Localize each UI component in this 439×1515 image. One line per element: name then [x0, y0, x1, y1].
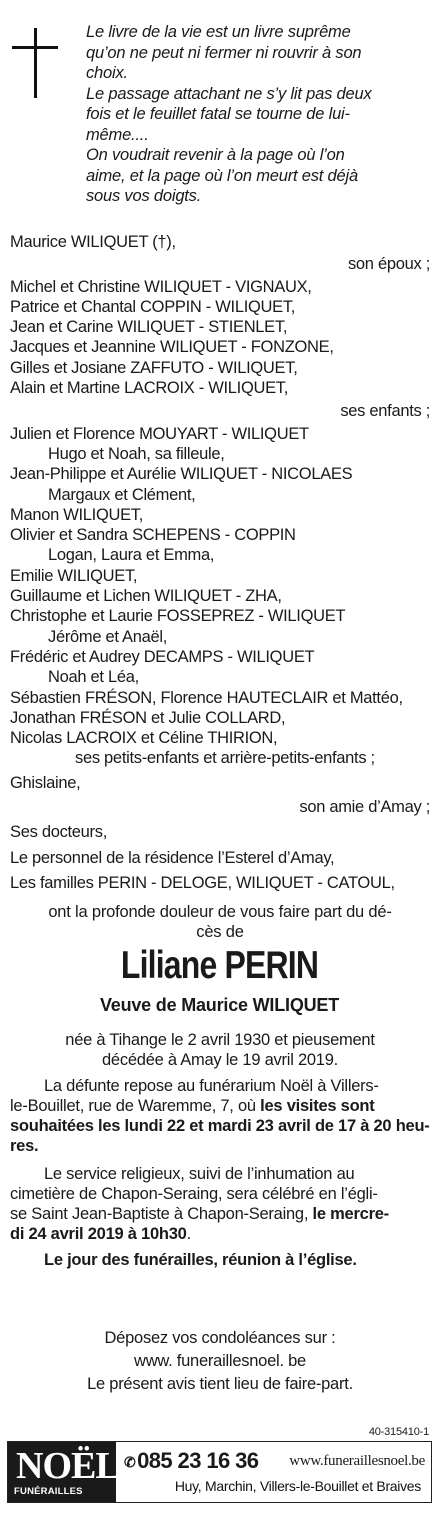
family-line: Nicolas LACROIX et Céline THIRION,: [10, 729, 278, 748]
family-line: Jean-Philippe et Aurélie WILIQUET - NICOLAES: [10, 465, 353, 484]
family-line: Jonathan FRÉSON et Julie COLLARD,: [10, 708, 286, 727]
towns-served: Huy, Marchin, Villers-le-Bouillet et Braives: [171, 1478, 425, 1494]
announcement: [10, 902, 430, 942]
family-line: Guillaume et Lichen WILIQUET - ZHA,: [10, 587, 282, 606]
announcement-line: ont la profonde douleur de vous faire part du dé-: [48, 903, 392, 921]
deceased-name: Liliane PERIN: [120, 944, 319, 987]
family-line: Hugo et Noah, sa filleule,: [48, 444, 225, 463]
family-line: Alain et Martine LACROIX - WILIQUET,: [10, 379, 289, 398]
poem-line: sous vos doigts.: [86, 187, 202, 205]
poem-line: même....: [86, 125, 149, 144]
relation-label: ses enfants ;: [340, 402, 430, 421]
condolence-link[interactable]: www. funeraillesnoel. be: [134, 1352, 306, 1370]
family-line: Manon WILIQUET,: [10, 505, 144, 524]
family-line: Patrice et Chantal COPPIN - WILIQUET,: [10, 297, 296, 316]
family-line: Jérôme et Anaël,: [48, 627, 168, 646]
family-line: Michel et Christine WILIQUET - VIGNAUX,: [10, 277, 312, 296]
relation-label: son époux ;: [347, 255, 430, 274]
poem-line: Le livre de la vie est un livre suprême: [86, 23, 351, 41]
announcement-line: cès de: [196, 923, 244, 941]
service-info: [10, 1164, 430, 1244]
family-line: Frédéric et Audrey DECAMPS - WILIQUET: [10, 647, 315, 666]
info-line: di 24 avril 2019 à 10h30.: [10, 1225, 191, 1243]
info-line: le-Bouillet, rue de Waremme, 7, où les visites sont: [10, 1097, 375, 1115]
poem-line: aime, et la page où l’on meurt est déjà: [86, 166, 358, 185]
family-line: Gilles et Josiane ZAFFUTO - WILIQUET,: [10, 358, 298, 377]
service-date-bold: le mercre-: [312, 1205, 389, 1223]
info-line: née à Tihange le 2 avril 1930 et pieusement: [65, 1031, 375, 1049]
visit-hours-bold: les visites sont: [260, 1097, 375, 1115]
meeting-info: [10, 1250, 430, 1270]
condolences-info: [10, 1327, 430, 1396]
family-line: Jacques et Jeannine WILIQUET - FONZONE,: [10, 338, 334, 357]
info-line: souhaitées les lundi 22 et mardi 23 avril de 17 à 20 heu-: [10, 1117, 430, 1135]
info-line: La défunte repose au funérarium Noël à Villers-: [44, 1077, 379, 1095]
phone-icon: ✆: [124, 1453, 136, 1470]
info-line: cimetière de Chapon-Seraing, sera célébré en l’égli-: [10, 1185, 378, 1203]
family-list: [10, 232, 430, 893]
family-line: Noah et Léa,: [48, 668, 139, 687]
poem-line: On voudrait revenir à la page où l’on: [86, 146, 345, 164]
visitation-info: [10, 1076, 430, 1156]
info-line: Déposez vos condoléances sur :: [104, 1329, 336, 1347]
family-line: Jean et Carine WILIQUET - STIENLET,: [10, 318, 288, 337]
info-line: décédée à Amay le 19 avril 2019.: [102, 1051, 338, 1069]
family-line: Ses docteurs,: [10, 823, 107, 842]
birth-death-info: [10, 1030, 430, 1070]
website-link[interactable]: www.funeraillesnoel.be: [289, 1453, 425, 1469]
info-line: Le présent avis tient lieu de faire-part.: [87, 1375, 353, 1393]
family-line: Sébastien FRÉSON, Florence HAUTECLAIR et Mattéo,: [10, 688, 403, 707]
poem-line: qu’on ne peut ni fermer ni rouvrir à son: [86, 43, 362, 62]
family-line: Julien et Florence MOUYART - WILIQUET: [10, 424, 309, 443]
info-line: Le jour des funérailles, réunion à l’église.: [44, 1251, 357, 1269]
deceased-subtitle: Veuve de Maurice WILIQUET: [99, 995, 340, 1015]
phone-number[interactable]: ✆085 23 16 36: [124, 1448, 259, 1473]
info-line: res.: [10, 1137, 39, 1155]
poem-line: Le passage attachant ne s’y lit pas deux: [86, 84, 372, 103]
family-line: Emilie WILIQUET,: [10, 566, 138, 585]
info-line: Le service religieux, suivi de l’inhumation au: [44, 1165, 355, 1183]
family-line: Les familles PERIN - DELOGE, WILIQUET - CATOUL,: [10, 873, 395, 892]
family-line: Olivier et Sandra SCHEPENS - COPPIN: [10, 526, 296, 545]
poem-line: choix.: [86, 64, 128, 82]
info-line: se Saint Jean-Baptiste à Chapon-Seraing, le mercre-: [10, 1205, 389, 1223]
poem-line: fois et le feuillet fatal se tourne de lui-: [86, 105, 350, 123]
family-line: Maurice WILIQUET (†),: [10, 233, 176, 251]
funeral-home-logo: NOËL FUNÉRAILLES: [8, 1442, 116, 1502]
poem: [86, 22, 426, 207]
family-line: Ghislaine,: [10, 773, 81, 792]
family-line: Christophe et Laurie FOSSEPREZ - WILIQUET: [10, 607, 346, 626]
relation-label: ses petits-enfants et arrière-petits-enfants ;: [75, 749, 375, 768]
funeral-home-banner: [7, 1441, 432, 1503]
family-line: Logan, Laura et Emma,: [48, 546, 215, 565]
family-line: Margaux et Clément,: [48, 485, 196, 504]
family-line: Le personnel de la résidence l’Esterel d’Amay,: [10, 848, 335, 867]
cross-icon: [10, 28, 60, 98]
relation-label: son amie d’Amay ;: [299, 798, 430, 817]
reference-number: 40-315410-1: [368, 1426, 429, 1438]
